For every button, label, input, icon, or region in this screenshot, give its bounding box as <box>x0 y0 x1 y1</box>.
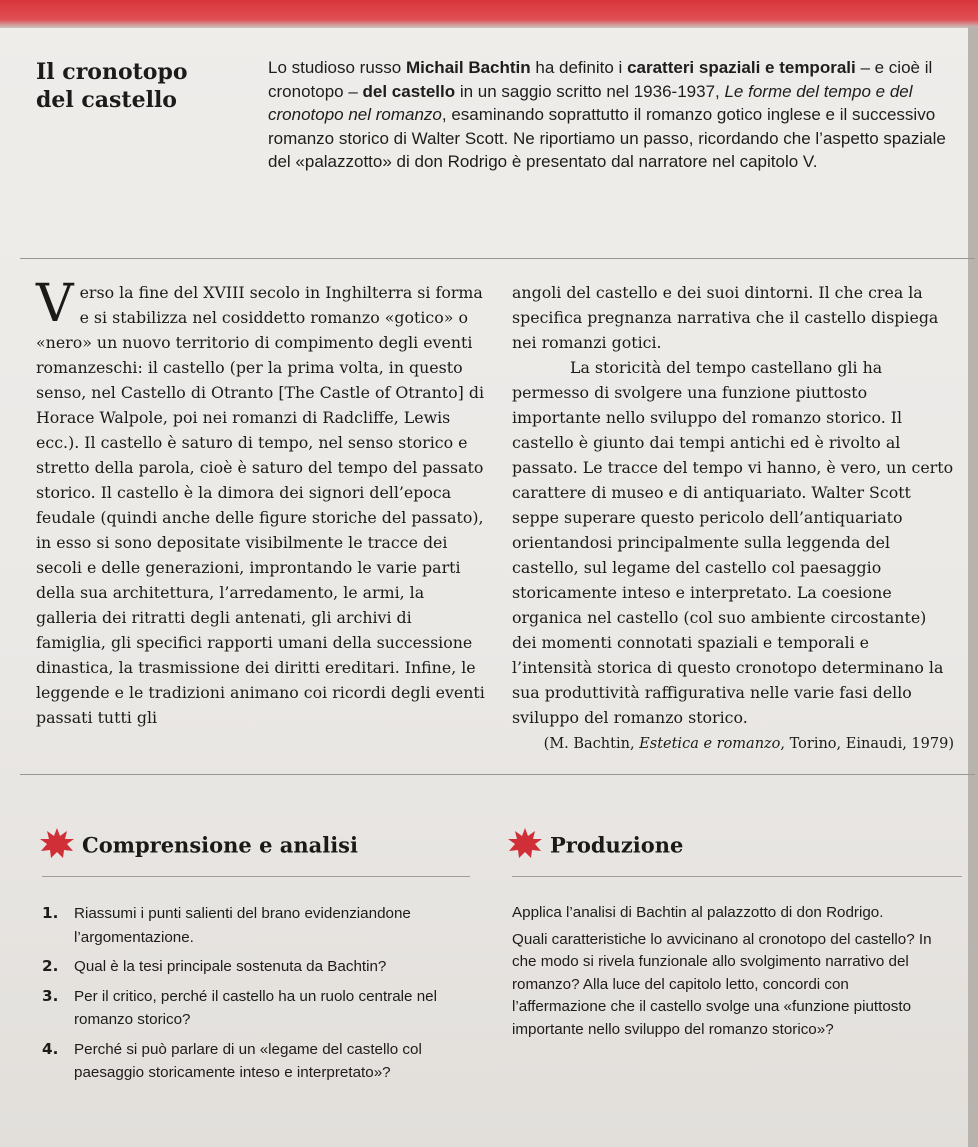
comprehension-title: Comprensione e analisi <box>82 832 358 858</box>
question-number: 2. <box>42 957 59 975</box>
list-item <box>42 1038 462 1085</box>
article-column-left <box>36 274 486 730</box>
page-edge <box>968 26 978 1147</box>
production-paragraph-1: Applica l’analisi di Bachtin al palazzotto di don Rodrigo. <box>512 904 884 921</box>
article-right-paragraph-1: angoli del castello e dei suoi dintorni. Il che crea la specifica pregnanza narrativa che il castello dispiega nei romanzi gotici. <box>512 283 939 352</box>
article-right-paragraph-2: La storicità del tempo castellano gli ha permesso di svolgere una funzione piuttosto importante nello sviluppo del romanzo storico. Il castello è giunto dai tempi antichi ed è rivolto al passato. Le tracce del tempo vi hanno, è vero, un certo carattere di museo e di antiquariato. Walter Scott seppe superare questo pericolo dell’antiquariato orientandosi principalmente sulla leggenda del castello, sul legame del castello col paesaggio storicamente inteso e interpretato. La coesione organica nel castello (col suo ambiente circostante) dei momenti connotati spaziali e temporali e l’intensità storica di questo cronotopo determinano la sua produttività raffigurativa nelle varie fasi dello sviluppo del romanzo storico. <box>512 358 954 727</box>
list-item <box>42 985 462 1032</box>
question-number: 4. <box>42 1039 59 1058</box>
title-line-1: Il cronotopo <box>36 59 188 85</box>
intro-bold-2: caratteri spaziali e temporali <box>627 58 856 77</box>
intro-text-4: in un saggio scritto nel 1936-1937, <box>455 81 725 101</box>
production-rule <box>512 876 962 877</box>
question-number: 1. <box>42 904 59 922</box>
list-item <box>42 902 462 949</box>
section-title <box>36 58 246 114</box>
question-list <box>42 902 462 1091</box>
intro-bold-3: del castello <box>362 81 456 101</box>
production-text <box>512 902 942 1045</box>
burst-star-icon <box>508 828 542 866</box>
intro-text-5: , esaminando soprattutto il romanzo gotico inglese e il successivo romanzo storico di Walter Scott. Ne riportiamo un passo, ricordando che l’aspetto spaziale del «palazzotto» di don Rodrigo è presentato dal narratore nel capitolo V. <box>268 105 946 171</box>
box-top-border <box>20 258 975 259</box>
intro-text-2: ha definito i <box>530 58 628 77</box>
title-line-2: del castello <box>36 87 177 113</box>
burst-star-icon <box>40 828 74 866</box>
question-text: Perché si può parlare di un «legame del castello col paesaggio storicamente inteso e interpretato»? <box>74 1040 422 1081</box>
intro-author-name: Michail Bachtin <box>405 58 531 77</box>
comprehension-heading <box>40 828 358 858</box>
drop-cap: V <box>36 274 74 334</box>
comprehension-rule <box>42 876 470 877</box>
article-left-text: erso la fine del XVIII secolo in Inghilterra si forma e si stabilizza nel cosiddetto romanzo «gotico» o «nero» un nuovo territorio di compimento degli eventi romanzeschi: il castello (per la prima volta, in questo senso, nel Castello di Otranto [The Castle of Otranto] di Horace Walpole, poi nei romanzi di Radcliffe, Lewis ecc.). Il castello è saturo di tempo, nel senso storico e stretto della parola, cioè è saturo del tempo del passato storico. Il castello è la dimora dei signori dell’epoca feudale (quindi anche delle figure storiche del passato), in esso si sono depositate visibilmente le tracce dei secoli e delle generazioni, improntando le varie parti della sua architettura, l’arredamento, le armi, la galleria dei ritratti degli antenati, gli archivi di famiglia, gli specifici rapporti umani della successione dinastica, la trasmissione dei diritti ereditari. Infine, le leggende e le tradizioni animano coi ricordi degli eventi passati tutti gli <box>36 283 485 727</box>
intro-paragraph <box>268 56 958 174</box>
production-title: Produzione <box>550 832 684 858</box>
intro-text-3: – e cioè il cronotopo – <box>268 58 933 101</box>
question-number: 3. <box>42 986 59 1005</box>
production-paragraph-2: Quali caratteristiche lo avvicinano al cronotopo del castello? In che modo si rivela funzionale allo svolgimento narrativo del romanzo? Alla luce del capitolo letto, concordi con l’affermazione che il castello svolge una «funzione piuttosto importante nello sviluppo del romanzo storico»? <box>512 930 932 1038</box>
top-color-band <box>0 0 978 28</box>
question-text: Riassumi i punti salienti del brano evidenziandone l’argomentazione. <box>74 905 411 946</box>
list-item <box>42 955 462 979</box>
source-book: Estetica e romanzo <box>639 736 781 752</box>
source-text-1: (M. Bachtin, <box>543 736 640 752</box>
intro-text-1: Lo studioso russo <box>268 58 406 77</box>
box-bottom-border <box>20 774 975 775</box>
question-text: Per il critico, perché il castello ha un ruolo centrale nel romanzo storico? <box>74 987 437 1028</box>
intro-book-title: Le forme del tempo e del cronotopo nel romanzo <box>268 81 913 124</box>
source-text-2: , Torino, Einaudi, 1979) <box>780 736 954 752</box>
article-source <box>512 732 954 757</box>
article-column-right <box>512 280 954 757</box>
question-text: Qual è la tesi principale sostenuta da Bachtin? <box>74 958 387 975</box>
production-heading <box>508 828 683 858</box>
